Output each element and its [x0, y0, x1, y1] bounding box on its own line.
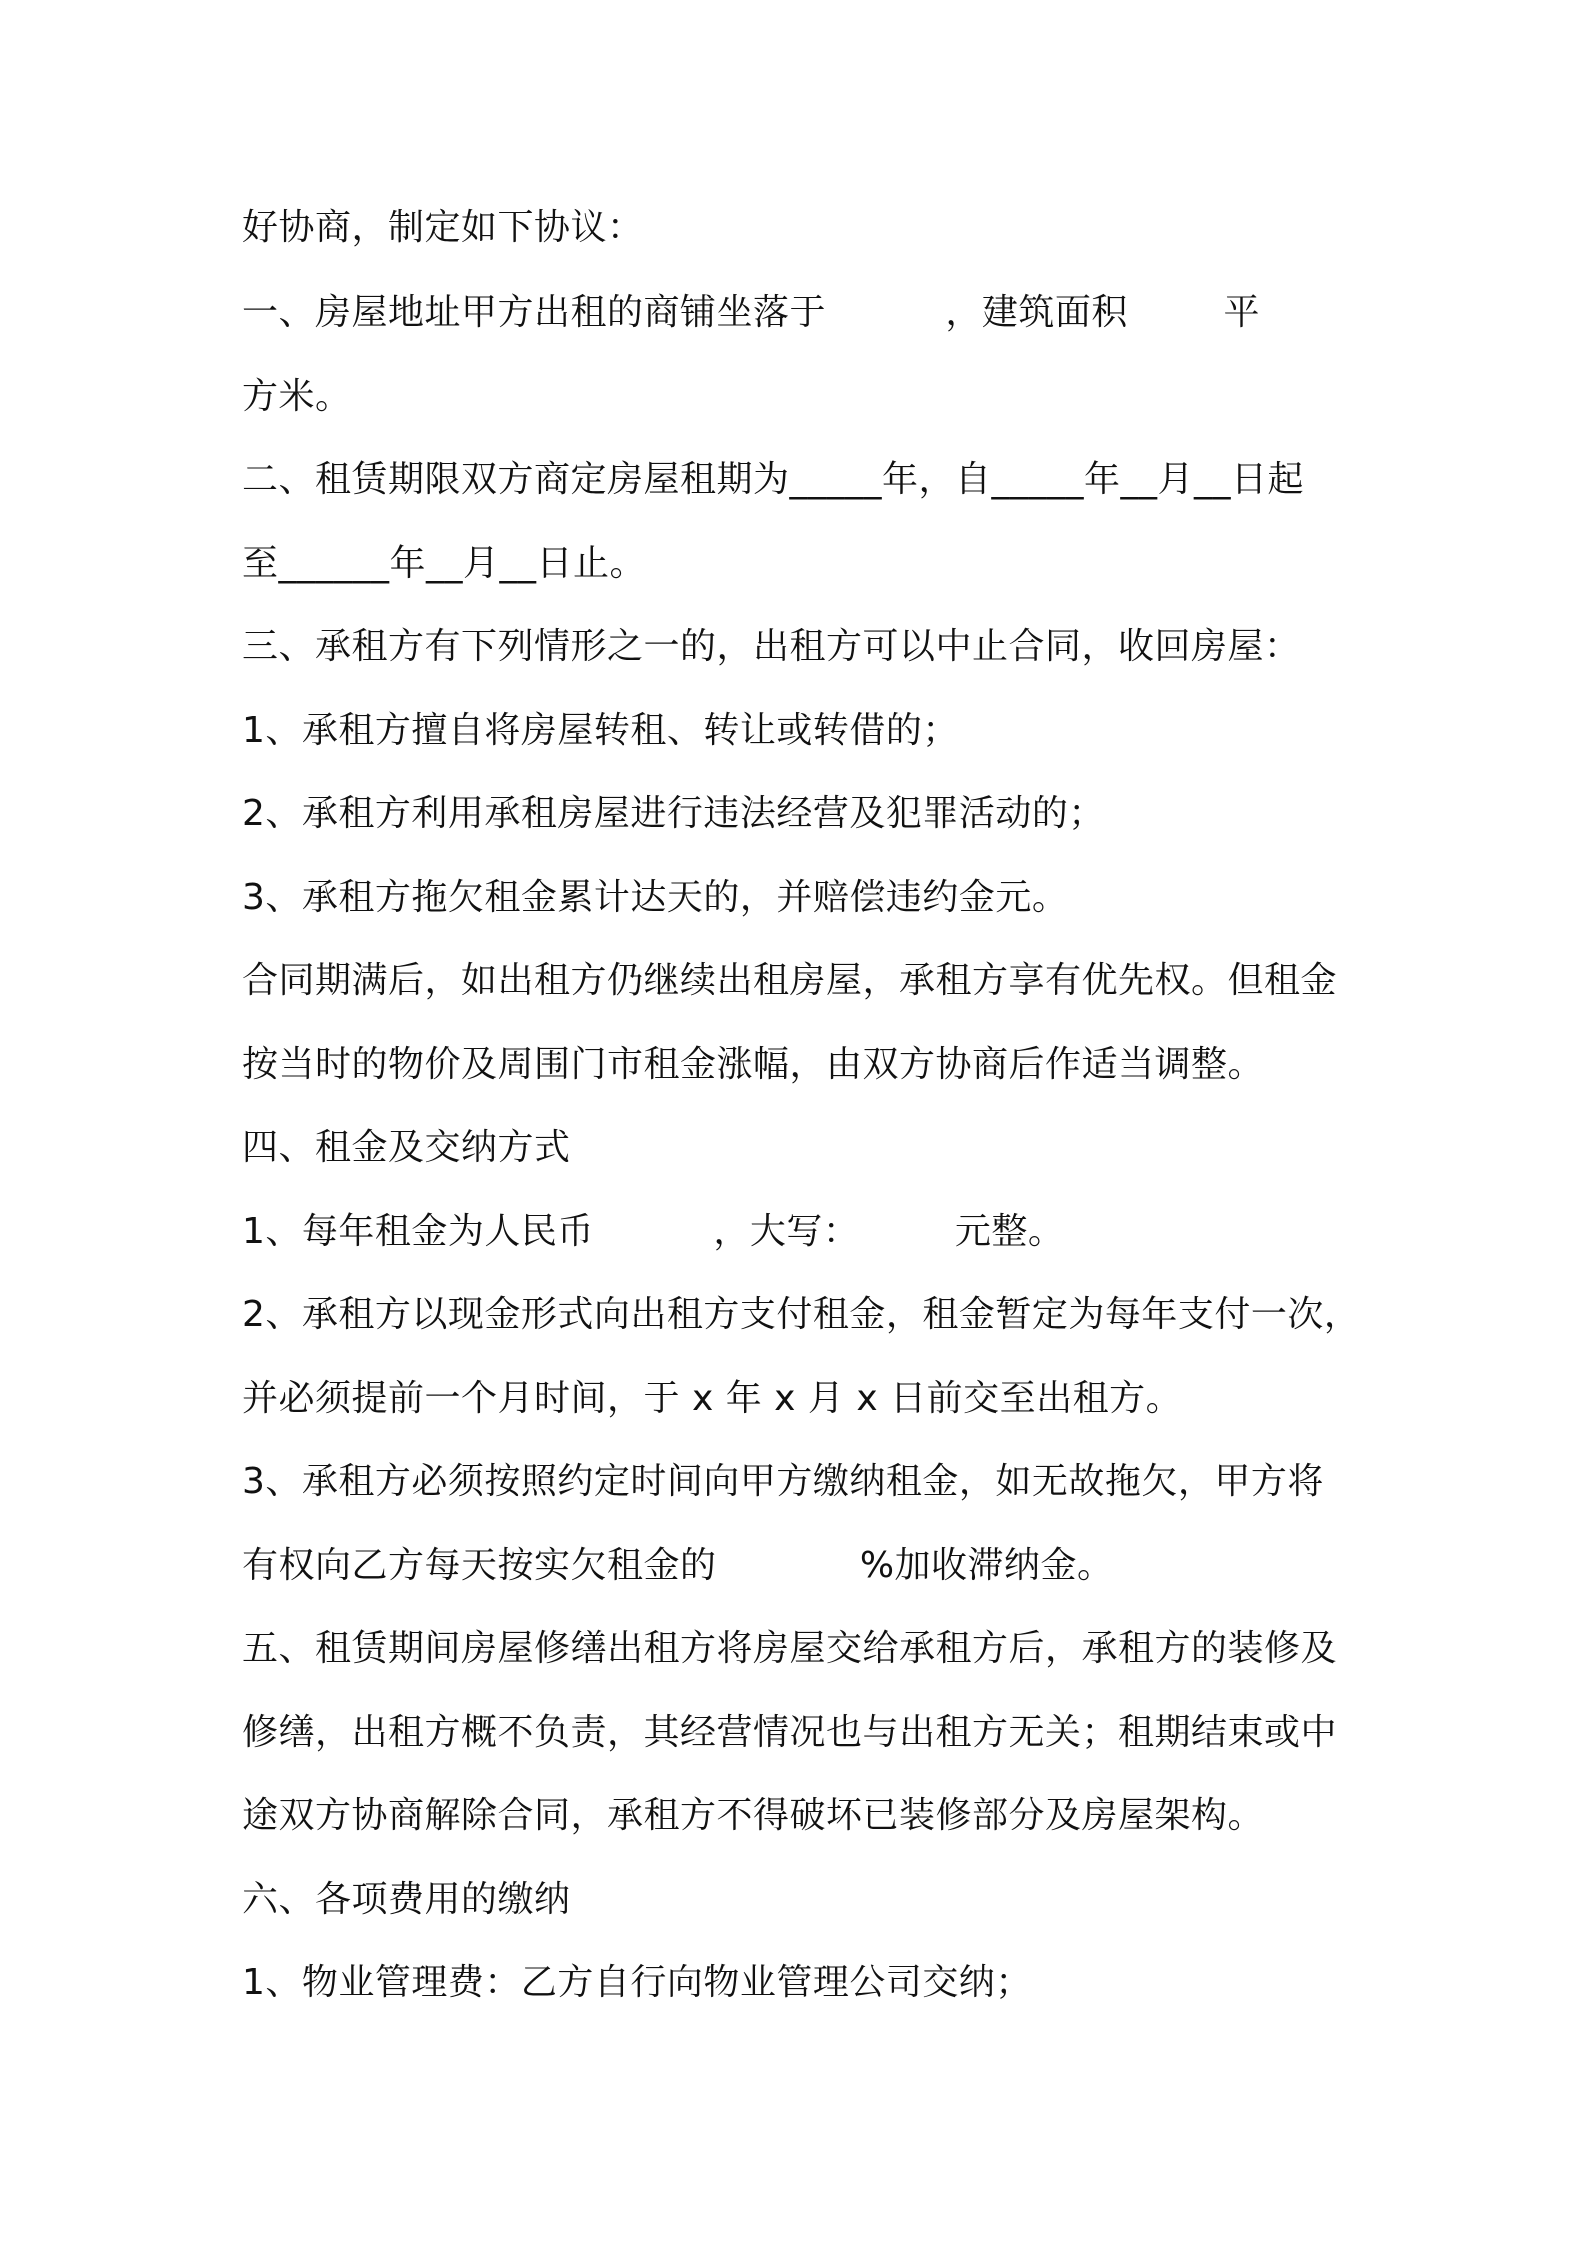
text-line: 好协商，制定如下协议：: [242, 207, 644, 248]
text-line: 3、承租方拖欠租金累计达天的，并赔偿违约金元。: [242, 877, 1069, 918]
text-line: 1、物业管理费：乙方自行向物业管理公司交纳；: [242, 1962, 1032, 2003]
text-line: 方米。: [242, 376, 352, 417]
text-line: 三、承租方有下列情形之一的，出租方可以中止合同，收回房屋：: [242, 626, 1301, 667]
text-line: 按当时的物价及周围门市租金涨幅，由双方协商后作适当调整。: [242, 1044, 1265, 1085]
text-line: 并必须提前一个月时间，于 x 年 x 月 x 日前交至出租方。: [242, 1378, 1183, 1419]
text-line: 二、租赁期限双方商定房屋租期为_____年，自_____年__月__日起: [242, 459, 1305, 500]
text-line: 四、租金及交纳方式: [242, 1127, 571, 1168]
text-line: 2、承租方利用承租房屋进行违法经营及犯罪活动的；: [242, 793, 1105, 834]
text-line: 五、租赁期间房屋修缮出租方将房屋交给承租方后，承租方的装修及: [242, 1628, 1338, 1669]
text-line: 3、承租方必须按照约定时间向甲方缴纳租金，如无故拖欠，甲方将: [242, 1461, 1324, 1502]
text-line: 途双方协商解除合同，承租方不得破坏已装修部分及房屋架构。: [242, 1795, 1265, 1836]
text-line: 至______年__月__日止。: [242, 543, 647, 584]
text-line: 合同期满后，如出租方仍继续出租房屋，承租方享有优先权。但租金: [242, 960, 1338, 1001]
text-line: 六、各项费用的缴纳: [242, 1879, 571, 1920]
text-line: 修缮，出租方概不负责，其经营情况也与出租方无关；租期结束或中: [242, 1712, 1338, 1753]
text-line: 有权向乙方每天按实欠租金的 %加收滞纳金。: [242, 1545, 1114, 1586]
text-line: 2、承租方以现金形式向出租方支付租金，租金暂定为每年支付一次，: [242, 1294, 1361, 1335]
text-line: 一、房屋地址甲方出租的商铺坐落于 ，建筑面积 平: [242, 292, 1260, 333]
text-line: 1、每年租金为人民币 ，大写： 元整。: [242, 1211, 1065, 1252]
text-line: 1、承租方擅自将房屋转租、转让或转借的；: [242, 710, 959, 751]
